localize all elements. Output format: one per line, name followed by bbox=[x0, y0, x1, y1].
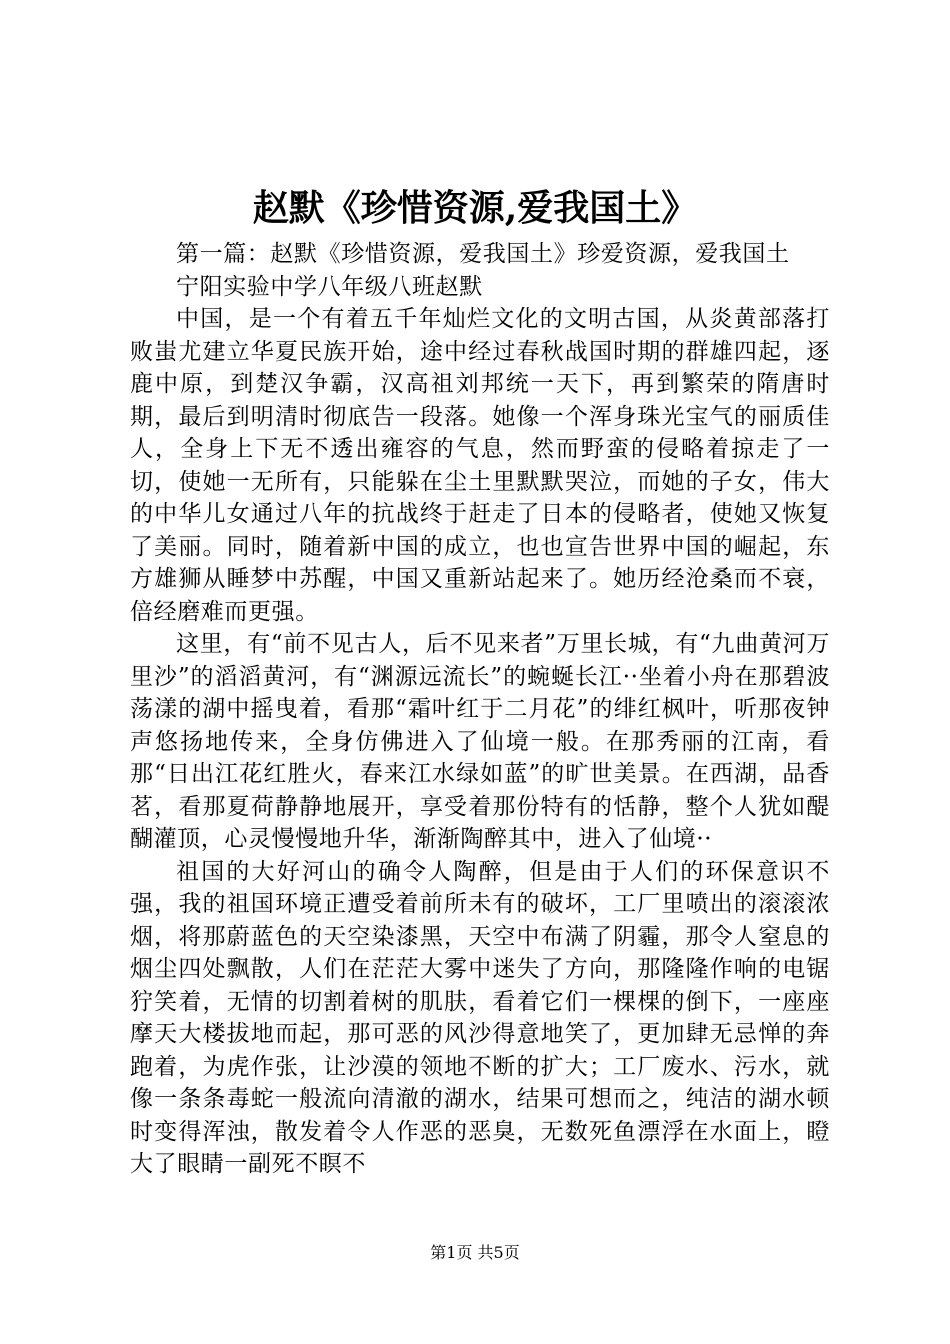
paragraph: 中国，是一个有着五千年灿烂文化的文明古国，从炎黄部落打败蚩尤建立华夏民族开始，途中经过春秋战国时期的群雄四起，逐鹿中原，到楚汉争霸，汉高祖刘邦统一天下，再到繁荣的隋唐时期，最后到明清时彻底告一段落。她像一个浑身珠光宝气的丽质佳人，全身上下无不透出雍容的气息，然而野蛮的侵略着掠走了一切，使她一无所有，只能躲在尘土里默默哭泣，而她的子女，伟大的中华儿女通过八年的抗战终于赶走了日本的侵略者，使她又恢复了美丽。同时，随着新中国的成立，也也宣告世界中国的崛起，东方雄狮从睡梦中苏醒，中国又重新站起来了。她历经沧桑而不衰，倍经磨难而更强。 bbox=[130, 306, 830, 625]
page-footer: 第1页 共5页 bbox=[430, 1243, 520, 1262]
document-body bbox=[130, 238, 830, 1181]
paragraph-heading: 第一篇：赵默《珍惜资源，爱我国土》珍爱资源，爱我国土 bbox=[176, 241, 790, 267]
paragraph-author: 宁阳实验中学八年级八班赵默 bbox=[176, 273, 483, 300]
paragraph: 这里，有“前不见古人，后不见来者”万里长城，有“九曲黄河万里沙”的滔滔黄河，有“渊源远流长”的蜿蜒长江··坐着小舟在那碧波荡漾的湖中摇曳着，看那“霜叶红于二月花”的绯红枫叶，听那夜钟声悠扬地传来，全身仿佛进入了仙境一般。在那秀丽的江南，看那“日出江花红胜火，春来江水绿如蓝”的旷世美景。在西湖，品香茗，看那夏荷静静地展开，享受着那份特有的恬静，整个人犹如醍醐灌顶，心灵慢慢地升华，渐渐陶醉其中，进入了仙境·· bbox=[130, 631, 830, 852]
paragraph: 祖国的大好河山的确令人陶醉，但是由于人们的环保意识不强，我的祖国环境正遭受着前所未有的破坏，工厂里喷出的滚滚浓烟，将那蔚蓝色的天空染漆黑，天空中布满了阴霾，那令人窒息的烟尘四处飘散，人们在茫茫大雾中迷失了方向，那隆隆作响的电锯狞笑着，无情的切割着树的肌肤，看着它们一棵棵的倒下，一座座摩天大楼拔地而起，那可恶的风沙得意地笑了，更加肆无忌惮的奔跑着，为虎作张，让沙漠的领地不断的扩大；工厂废水、污水，就像一条条毒蛇一般流向清澈的湖水，结果可想而之，纯洁的湖水顿时变得浑浊，散发着令人作恶的恶臭，无数死鱼漂浮在水面上，瞪大了眼睛一副死不瞑不 bbox=[130, 858, 830, 1177]
document-title: 赵默《珍惜资源,爱我国土》 bbox=[252, 187, 698, 229]
